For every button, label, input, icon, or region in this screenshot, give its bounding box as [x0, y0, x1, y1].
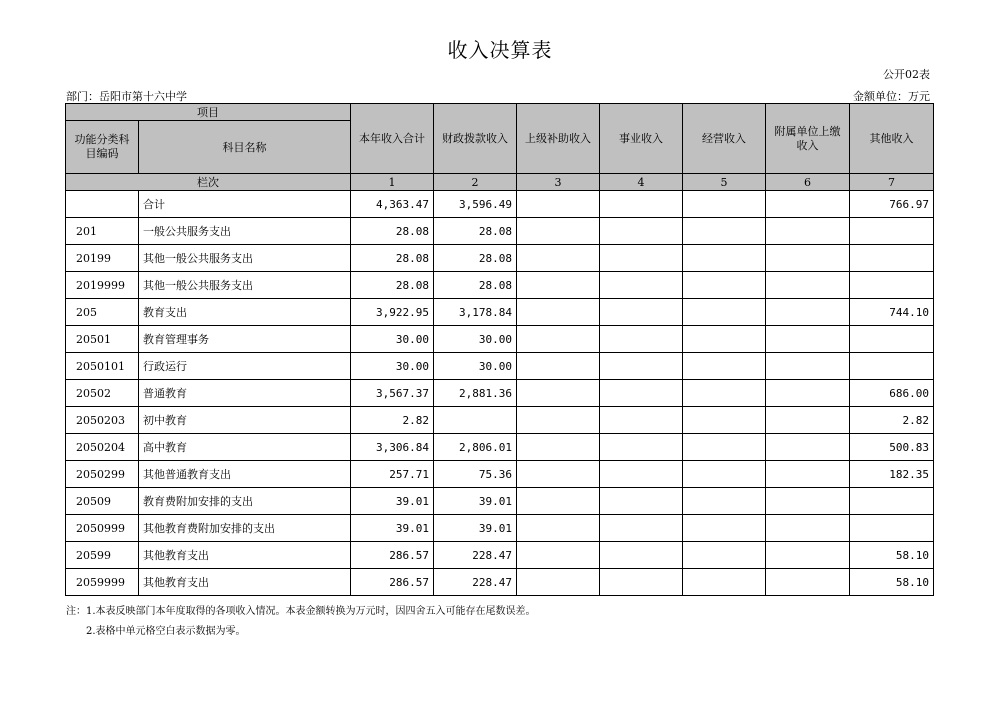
row-code: 2050204 [66, 434, 139, 461]
row-value-col-1: 28.08 [351, 218, 434, 245]
row-name: 其他普通教育支出 [139, 461, 351, 488]
row-value-col-2: 228.47 [434, 569, 517, 596]
row-code: 20599 [66, 542, 139, 569]
header-index-3: 3 [517, 174, 600, 191]
table-row [66, 488, 934, 515]
row-value-col-5 [683, 326, 766, 353]
row-value-col-5 [683, 353, 766, 380]
row-value-col-7: 182.35 [850, 461, 934, 488]
row-value-col-3 [517, 515, 600, 542]
row-value-col-7 [850, 326, 934, 353]
row-value-col-3 [517, 191, 600, 218]
row-value-col-7: 744.10 [850, 299, 934, 326]
row-value-col-2 [434, 407, 517, 434]
header-index-6: 6 [766, 174, 850, 191]
row-value-col-7 [850, 272, 934, 299]
row-value-col-1: 30.00 [351, 326, 434, 353]
row-value-col-4 [600, 299, 683, 326]
row-value-col-6 [766, 272, 850, 299]
row-value-col-4 [600, 191, 683, 218]
row-value-col-3 [517, 353, 600, 380]
row-value-col-1: 39.01 [351, 488, 434, 515]
row-value-col-2: 28.08 [434, 245, 517, 272]
row-value-col-4 [600, 569, 683, 596]
row-value-col-7 [850, 515, 934, 542]
table-row [66, 407, 934, 434]
header-index-2: 2 [434, 174, 517, 191]
row-value-col-4 [600, 218, 683, 245]
row-value-col-6 [766, 191, 850, 218]
row-value-col-2: 30.00 [434, 353, 517, 380]
row-value-col-3 [517, 461, 600, 488]
row-value-col-5 [683, 380, 766, 407]
row-value-col-5 [683, 191, 766, 218]
row-value-col-4 [600, 515, 683, 542]
income-table [65, 103, 934, 596]
table-row [66, 191, 934, 218]
row-value-col-1: 4,363.47 [351, 191, 434, 218]
row-value-col-3 [517, 434, 600, 461]
table-row [66, 272, 934, 299]
row-value-col-4 [600, 353, 683, 380]
row-value-col-5 [683, 488, 766, 515]
row-name: 其他一般公共服务支出 [139, 245, 351, 272]
row-value-col-1: 2.82 [351, 407, 434, 434]
row-value-col-3 [517, 488, 600, 515]
row-value-col-4 [600, 461, 683, 488]
row-value-col-7: 2.82 [850, 407, 934, 434]
row-value-col-7: 686.00 [850, 380, 934, 407]
row-code: 20199 [66, 245, 139, 272]
row-value-col-4 [600, 542, 683, 569]
header-col-1: 本年收入合计 [351, 104, 434, 174]
row-code: 205 [66, 299, 139, 326]
row-value-col-1: 3,567.37 [351, 380, 434, 407]
row-value-col-3 [517, 407, 600, 434]
table-row [66, 461, 934, 488]
header-index-1: 1 [351, 174, 434, 191]
row-code: 2050203 [66, 407, 139, 434]
row-value-col-6 [766, 434, 850, 461]
row-name: 其他教育支出 [139, 542, 351, 569]
unit-label: 金额单位：万元 [853, 90, 930, 103]
row-value-col-7: 500.83 [850, 434, 934, 461]
row-value-col-4 [600, 272, 683, 299]
row-value-col-5 [683, 461, 766, 488]
row-value-col-4 [600, 434, 683, 461]
row-value-col-7 [850, 218, 934, 245]
row-value-col-6 [766, 353, 850, 380]
row-value-col-6 [766, 569, 850, 596]
row-value-col-5 [683, 434, 766, 461]
table-row [66, 434, 934, 461]
row-name: 教育费附加安排的支出 [139, 488, 351, 515]
row-value-col-3 [517, 272, 600, 299]
row-value-col-4 [600, 488, 683, 515]
row-value-col-2: 228.47 [434, 542, 517, 569]
row-value-col-2: 28.08 [434, 272, 517, 299]
table-row [66, 380, 934, 407]
row-value-col-1: 30.00 [351, 353, 434, 380]
row-value-col-3 [517, 542, 600, 569]
header-item: 项目 [66, 104, 351, 121]
row-value-col-1: 28.08 [351, 272, 434, 299]
row-code: 2050101 [66, 353, 139, 380]
header-col-2: 财政拨款收入 [434, 104, 517, 174]
row-name: 其他一般公共服务支出 [139, 272, 351, 299]
row-value-col-5 [683, 542, 766, 569]
row-value-col-6 [766, 488, 850, 515]
row-value-col-3 [517, 299, 600, 326]
row-value-col-3 [517, 380, 600, 407]
row-value-col-2: 75.36 [434, 461, 517, 488]
form-code: 公开02表 [883, 68, 930, 81]
row-value-col-7: 58.10 [850, 569, 934, 596]
row-value-col-1: 39.01 [351, 515, 434, 542]
row-name: 其他教育费附加安排的支出 [139, 515, 351, 542]
row-value-col-5 [683, 299, 766, 326]
row-value-col-1: 3,306.84 [351, 434, 434, 461]
row-value-col-3 [517, 326, 600, 353]
row-name: 其他教育支出 [139, 569, 351, 596]
row-value-col-5 [683, 569, 766, 596]
row-value-col-6 [766, 299, 850, 326]
row-code: 2050999 [66, 515, 139, 542]
row-value-col-1: 3,922.95 [351, 299, 434, 326]
row-value-col-5 [683, 515, 766, 542]
row-value-col-2: 2,806.01 [434, 434, 517, 461]
row-name: 教育管理事务 [139, 326, 351, 353]
row-value-col-5 [683, 218, 766, 245]
header-index-label: 栏次 [66, 174, 351, 191]
row-code: 20502 [66, 380, 139, 407]
header-col-6: 附属单位上缴收入 [766, 104, 850, 174]
row-value-col-2: 39.01 [434, 488, 517, 515]
row-value-col-4 [600, 380, 683, 407]
header-code: 功能分类科目编码 [66, 121, 139, 174]
row-code: 2019999 [66, 272, 139, 299]
department-label: 部门：岳阳市第十六中学 [66, 90, 187, 103]
header-index-7: 7 [850, 174, 934, 191]
row-name: 普通教育 [139, 380, 351, 407]
row-value-col-5 [683, 245, 766, 272]
row-value-col-7 [850, 488, 934, 515]
row-value-col-4 [600, 245, 683, 272]
table-row [66, 515, 934, 542]
table-row [66, 299, 934, 326]
row-value-col-3 [517, 245, 600, 272]
table-row [66, 245, 934, 272]
row-value-col-2: 39.01 [434, 515, 517, 542]
row-value-col-4 [600, 407, 683, 434]
row-code [66, 191, 139, 218]
row-value-col-3 [517, 218, 600, 245]
row-value-col-6 [766, 461, 850, 488]
table-row [66, 569, 934, 596]
table-row [66, 326, 934, 353]
row-code: 20509 [66, 488, 139, 515]
row-value-col-6 [766, 515, 850, 542]
row-value-col-7: 766.97 [850, 191, 934, 218]
row-name: 教育支出 [139, 299, 351, 326]
table-row [66, 218, 934, 245]
row-name: 行政运行 [139, 353, 351, 380]
row-value-col-1: 28.08 [351, 245, 434, 272]
row-code: 201 [66, 218, 139, 245]
table-row [66, 542, 934, 569]
page-title: 收入决算表 [447, 38, 553, 62]
row-code: 2059999 [66, 569, 139, 596]
table-body [66, 191, 934, 596]
row-value-col-5 [683, 407, 766, 434]
row-value-col-2: 30.00 [434, 326, 517, 353]
row-value-col-2: 3,178.84 [434, 299, 517, 326]
header-name: 科目名称 [139, 121, 351, 174]
row-value-col-6 [766, 407, 850, 434]
row-value-col-2: 2,881.36 [434, 380, 517, 407]
row-value-col-1: 286.57 [351, 542, 434, 569]
row-value-col-1: 257.71 [351, 461, 434, 488]
row-value-col-4 [600, 326, 683, 353]
row-name: 初中教育 [139, 407, 351, 434]
row-value-col-5 [683, 272, 766, 299]
row-code: 2050299 [66, 461, 139, 488]
row-value-col-7 [850, 245, 934, 272]
table-row [66, 353, 934, 380]
row-value-col-6 [766, 380, 850, 407]
row-value-col-2: 28.08 [434, 218, 517, 245]
header-index-4: 4 [600, 174, 683, 191]
header-index-5: 5 [683, 174, 766, 191]
row-name: 一般公共服务支出 [139, 218, 351, 245]
row-value-col-7: 58.10 [850, 542, 934, 569]
row-name: 合计 [139, 191, 351, 218]
row-code: 20501 [66, 326, 139, 353]
row-value-col-1: 286.57 [351, 569, 434, 596]
note-1: 注：1.本表反映部门本年度取得的各项收入情况。本表金额转换为万元时，因四舍五入可能存在尾数误差。 [66, 606, 536, 617]
header-col-4: 事业收入 [600, 104, 683, 174]
row-value-col-7 [850, 353, 934, 380]
header-col-5: 经营收入 [683, 104, 766, 174]
note-2: 2.表格中单元格空白表示数据为零。 [86, 626, 246, 637]
row-value-col-6 [766, 245, 850, 272]
row-value-col-6 [766, 218, 850, 245]
row-value-col-6 [766, 542, 850, 569]
row-value-col-6 [766, 326, 850, 353]
row-name: 高中教育 [139, 434, 351, 461]
row-value-col-3 [517, 569, 600, 596]
header-col-3: 上级补助收入 [517, 104, 600, 174]
row-value-col-2: 3,596.49 [434, 191, 517, 218]
header-col-7: 其他收入 [850, 104, 934, 174]
